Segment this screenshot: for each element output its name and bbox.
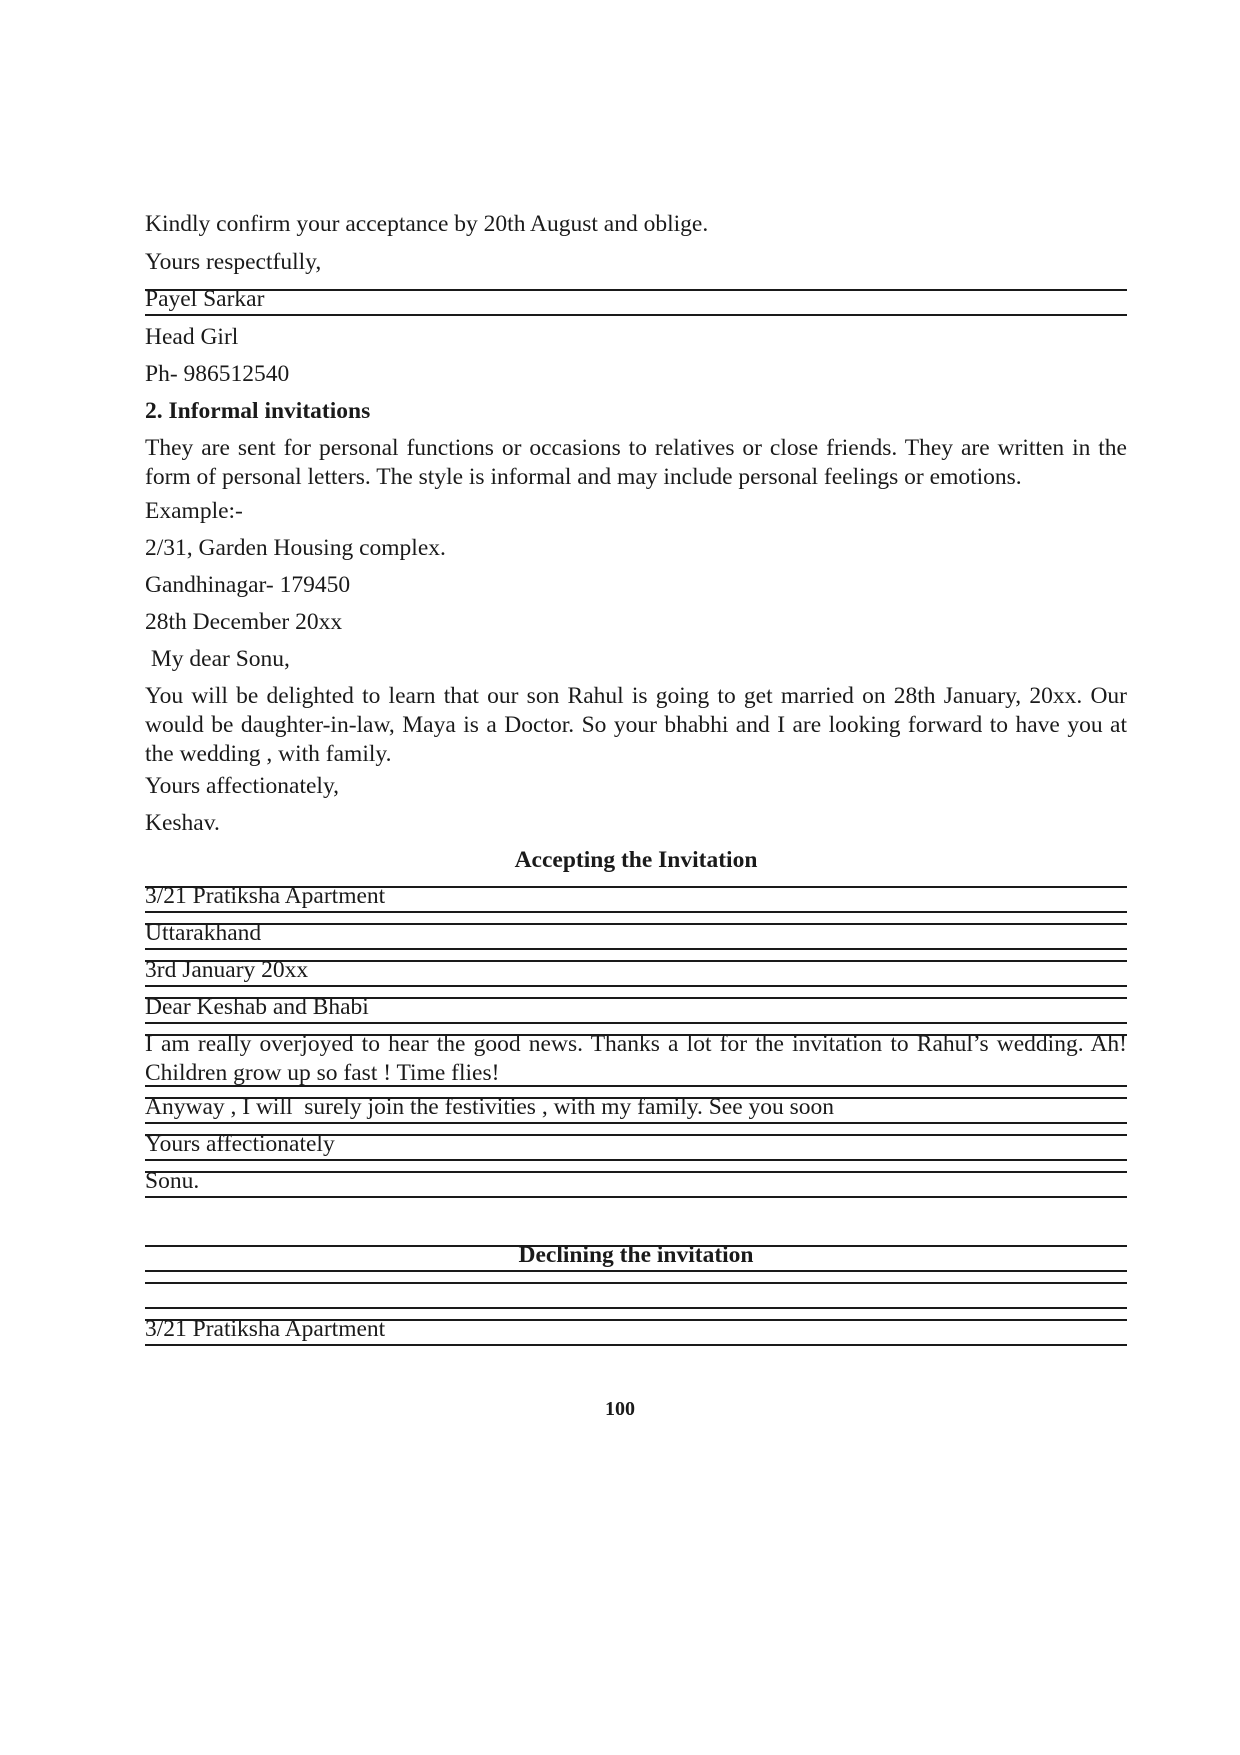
letter-salutation: My dear Sonu, xyxy=(145,646,290,672)
signature-phone: Ph- 986512540 xyxy=(145,361,290,387)
accepting-address-line2: Uttarakhand xyxy=(145,920,262,946)
accepting-heading: Accepting the Invitation xyxy=(514,847,758,873)
page-number: 100 xyxy=(605,1398,635,1420)
section-heading-informal: 2. Informal invitations xyxy=(145,398,371,424)
letter-address-line2: Gandhinagar- 179450 xyxy=(145,572,351,598)
accepting-salutation: Dear Keshab and Bhabi xyxy=(145,994,369,1020)
example-label: Example:- xyxy=(145,498,243,524)
rule xyxy=(145,1307,1127,1309)
rule xyxy=(145,1022,1127,1024)
letter-closing: Yours affectionately, xyxy=(145,773,340,799)
rule xyxy=(145,1122,1127,1124)
rule xyxy=(145,911,1127,913)
declining-heading: Declining the invitation xyxy=(518,1242,754,1268)
rule xyxy=(145,1344,1127,1346)
letter-body: You will be delighted to learn that our son Rahul is going to get married on 28th January, 20xx. Our would be daughter-in-law, Maya is a Doctor. So your bhabhi and I are looking forward to have you at the wedding , with family. xyxy=(145,683,1127,767)
rule xyxy=(145,948,1127,950)
letter-address-line1: 2/31, Garden Housing complex. xyxy=(145,535,446,561)
accepting-closing: Yours affectionately xyxy=(145,1131,335,1157)
rule xyxy=(145,1196,1127,1198)
rule xyxy=(145,1282,1127,1284)
declining-address-line1: 3/21 Pratiksha Apartment xyxy=(145,1316,386,1342)
rule xyxy=(145,1159,1127,1161)
accepting-body: I am really overjoyed to hear the good news. Thanks a lot for the invitation to Rahul’s wedding. Ah! Children grow up so fast ! Time flies! xyxy=(145,1031,1127,1086)
rule xyxy=(145,314,1127,316)
closing-respectfully: Yours respectfully, xyxy=(145,249,322,275)
rule xyxy=(145,1270,1127,1272)
accepting-body-2: Anyway , I will surely join the festivities , with my family. See you soon xyxy=(145,1094,835,1120)
letter-date: 28th December 20xx xyxy=(145,609,343,635)
section-description: They are sent for personal functions or occasions to relatives or close friends. They are written in the form of personal letters. The style is informal and may include personal feelings or emotions. xyxy=(145,435,1127,490)
rule xyxy=(145,1085,1127,1087)
signature-title: Head Girl xyxy=(145,324,239,350)
letter-sender: Keshav. xyxy=(145,810,220,836)
accepting-address-line1: 3/21 Pratiksha Apartment xyxy=(145,883,386,909)
rule xyxy=(145,985,1127,987)
confirm-line: Kindly confirm your acceptance by 20th August and oblige. xyxy=(145,211,709,237)
accepting-date: 3rd January 20xx xyxy=(145,957,309,983)
accepting-sender: Sonu. xyxy=(145,1168,200,1194)
signature-name: Payel Sarkar xyxy=(145,286,265,312)
